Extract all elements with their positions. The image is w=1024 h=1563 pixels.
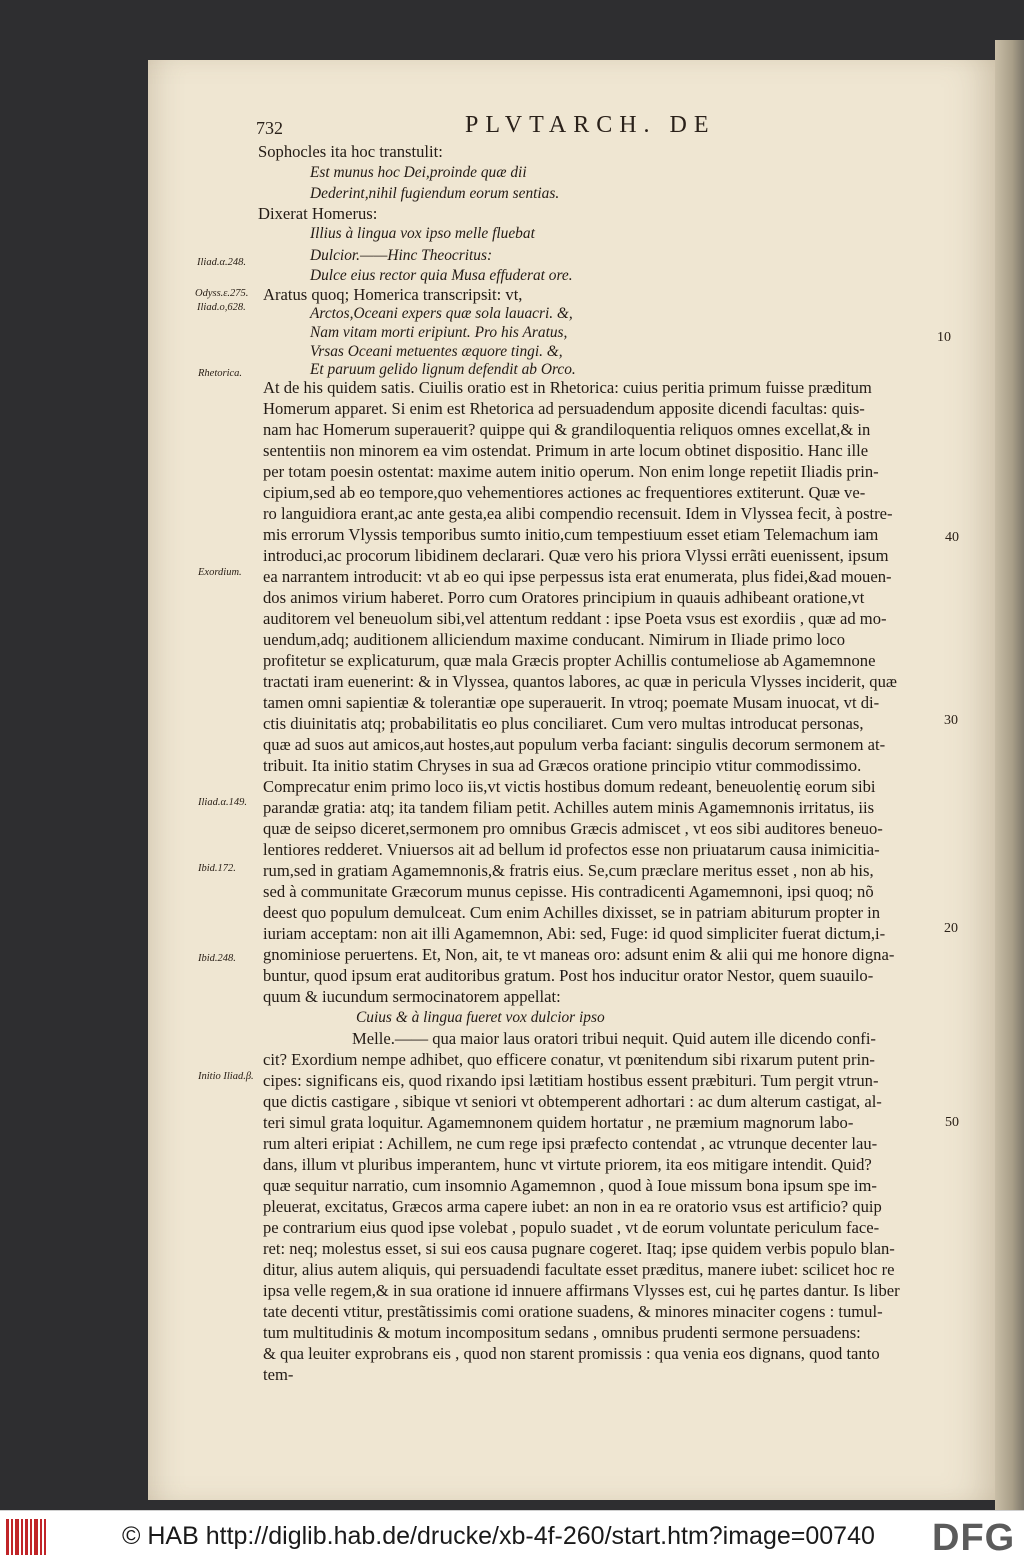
- line-number: 30: [944, 713, 958, 728]
- line-number: 40: [945, 530, 959, 545]
- text-line: rum alteri eripiat : Achillem, ne cum rege ipsi præfecto contendat , ac vtrunque decenter lau-: [263, 1134, 878, 1153]
- text-line: Arctos,Oceani expers quæ sola lauacri. &,: [310, 305, 573, 322]
- text-line: & qua leuiter exprobrans eis , quod non starent promissis : qua venia eos dignans, quod tanto: [263, 1344, 880, 1363]
- margin-note: Ibid.248.: [198, 953, 236, 964]
- text-line: Aratus quoq; Homerica transcripsit: vt,: [263, 285, 523, 304]
- text-line: teri simul grata loquitur. Agamemnonem quidem hortatur , ne præmium magnorum labo-: [263, 1113, 854, 1132]
- text-line: Homerum apparet. Si enim est Rhetorica ad persuadendum apposite dicendi facultas: quis-: [263, 399, 865, 418]
- barcode-icon: [6, 1519, 46, 1555]
- text-line: cit? Exordium nempe adhibet, quo efficere conatur, vt pœnitendum sibi rixarum putent prin-: [263, 1050, 875, 1069]
- margin-note: Iliad.α.149.: [198, 797, 247, 808]
- text-line: Est munus hoc Dei,proinde quæ dii: [310, 164, 527, 181]
- dfg-logo: DFG: [932, 1517, 1016, 1559]
- text-line: tractati iram euenerint: & in Vlyssea, quantos labores, ac quæ in pericula Vlysses inciderit, quæ: [263, 672, 897, 691]
- text-line: pe contrarium eius quod ipse volebat , populo suadet , vt de eorum voluntate periculum face-: [263, 1218, 880, 1237]
- text-line: ditur, alius autem aliquis, qui persuadendi facultate esset præditus, manere iubet: scilicet hoc re: [263, 1260, 895, 1279]
- text-line: Nam vitam morti eripiunt. Pro his Aratus,: [310, 324, 568, 341]
- text-line: Dixerat Homerus:: [258, 204, 378, 223]
- line-number: 20: [944, 921, 958, 936]
- text-line: nam hac Homerum superauerit? quippe qui & grandiloquentia reliquos omnes excellat,& in: [263, 420, 871, 439]
- text-line: tamen omni sapientiæ & tolerantiæ ope superauerit. In vtroq; poemate Musam inuocat, vt di-: [263, 693, 880, 712]
- viewer-footer: [0, 1510, 1024, 1563]
- text-line: profitetur se explicaturum, quæ mala Græcis propter Achillis contumeliose ab Agamemnone: [263, 651, 876, 670]
- text-line: per totam poesin ostentat: maxime autem initio operum. Non enim longe repetiit Iliadis prin-: [263, 462, 879, 481]
- text-line: parandæ gratia: atq; ita tandem filiam petit. Achilles autem minis Agamemnonis irritatus, iis: [263, 798, 875, 817]
- text-line: sententiis non minorem ea vim ostendat. Primum in arte locum obtinet dispositio. Hanc ille: [263, 441, 869, 460]
- text-line: quæ ad suos aut amicos,aut hostes,aut populum verba faciant: singulis decorum sermonem at-: [263, 735, 886, 754]
- text-line: uendum,adq; auditionem alliciendum maxime conducant. Nimirum in Iliade primo loco: [263, 630, 846, 649]
- text-line: que dictis castigare , sibique vt seniori vt obtemperent adhortari : ac dum alterum castigat, al-: [263, 1092, 882, 1111]
- text-line: Cuius & à lingua fueret vox dulcior ipso: [356, 1009, 605, 1026]
- running-head: PLVTARCH. DE: [465, 112, 716, 138]
- text-line: gnominiose peruertens. Et, Non, ait, te vt maneas oro: adsunt enim & alii qui me honore digna-: [263, 945, 895, 964]
- text-line: Dulcior.——Hinc Theocritus:: [310, 247, 493, 264]
- margin-note: Initio Iliad.β.: [198, 1071, 254, 1082]
- margin-note: Odyss.ε.275.: [195, 288, 249, 299]
- text-line: lentiores redderet. Vniuersos ait ad bellum id profectos esse non priuatarum causa inimicitia-: [263, 840, 880, 859]
- text-line: cipium,sed ab eo tempore,quo vehementiores actiones ac frequentiores extiterunt. Quæ ve-: [263, 483, 866, 502]
- text-line: Comprecatur enim primo loco iis,vt victis hostibus domum redeant, beneuolentię eorum sibi: [263, 777, 876, 796]
- text-line: mis errorum Vlyssis temporibus sumto initio,cum tempestiuum esset etiam Telemachum iam: [263, 525, 879, 544]
- margin-note: Rhetorica.: [198, 368, 243, 379]
- text-line: cipes: significans eis, quod rixando ipsi lætitiam hostibus essent præbituri. Tum pergit vtrun-: [263, 1071, 879, 1090]
- text-line: buntur, quod ipsum erat auditoribus gratum. Post hos inducitur orator Nestor, quem suauilo-: [263, 966, 874, 985]
- text-line: tribuit. Ita initio statim Chryses in sua ad Græcos oratione principio vtitur commodissimo.: [263, 756, 862, 775]
- text-line: Illius à lingua vox ipso melle fluebat: [310, 225, 535, 242]
- text-line: dans, illum vt pluribus imperantem, hunc vt virtute priorem, ita eos mitigare intendit. Quid?: [263, 1155, 872, 1174]
- text-line: Et paruum gelido lignum defendit ab Orco.: [310, 361, 576, 378]
- text-line: Dulce eius rector quia Musa effuderat ore.: [310, 267, 573, 284]
- text-line: Sophocles ita hoc transtulit:: [258, 142, 443, 161]
- text-line: ea narrantem introducit: vt ab eo qui ipse perpessus ista erat enumerata, plus fidei,&ad mouen-: [263, 567, 892, 586]
- line-number: 50: [945, 1115, 959, 1130]
- text-line: pleuerat, excitatus, Græcos arma capere iubet: an non in ea re oratorio vsus est artificio? quip: [263, 1197, 882, 1216]
- text-line: introduci,ac procorum libidinem declarari. Quæ vero his priora Vlyssi errãti euenissent, ipsum: [263, 546, 889, 565]
- text-line: Dederint,nihil fugiendum eorum sentias.: [310, 185, 560, 202]
- text-line: At de his quidem satis. Ciuilis oratio est in Rhetorica: cuius peritia primum fuisse præditum: [263, 378, 872, 397]
- text-line: dos animos virium haberet. Porro cum Oratores principium in quauis adhibeant oratione,vt: [263, 588, 865, 607]
- text-line: quum & iucundum sermocinatorem appellat:: [263, 987, 561, 1006]
- page-number: 732: [256, 118, 283, 138]
- text-line: sed à communitate Græcorum munus cepisse. His contradicenti Agamemnoni, ipsi quoq; nõ: [263, 882, 874, 901]
- text-line: tum multitudinis & motum incompositum sedans , omnibus prudenti sermone persuadens:: [263, 1323, 861, 1342]
- text-line: quæ de seipso diceret,sermonem pro omnibus Græcis admiscet , vt eos sibi auditores beneuo-: [263, 819, 883, 838]
- margin-note: Ibid.172.: [198, 863, 236, 874]
- text-line: ipsa velle regem,& in sua oratione id innuere affirmans Vlysses est, cui hę partes dantur. Is liber: [263, 1281, 900, 1300]
- text-line: iuriam acceptam: non ait illi Agamemnon, Abi: sed, Fuge: id quod simpliciter fuerat dictum,i-: [263, 924, 886, 943]
- text-line: rum,sed in gratiam Agamemnonis,& fratris eius. Se,cum præclare meritus esset , non ab his,: [263, 861, 874, 880]
- text-line: ctis diuinitatis atq; probabilitatis eo plus conciliaret. Cum vero multas introducat personas,: [263, 714, 864, 733]
- line-number: 10: [937, 330, 951, 345]
- margin-note: Iliad.α.248.: [197, 257, 246, 268]
- text-line: ret: neq; molestus esset, si sui eos causa pugnare cogeret. Itaq; ipse quidem verbis populo blan-: [263, 1239, 895, 1258]
- text-line: tem-: [263, 1365, 294, 1384]
- margin-note: Iliad.ο,628.: [197, 302, 246, 313]
- text-line: ro languidiora erant,ac ante gesta,ea alibi compendio recensuit. Idem in Vlyssea fecit, à postre-: [263, 504, 893, 523]
- text-line: Melle.—— qua maior laus oratori tribui nequit. Quid autem ille dicendo confi-: [352, 1029, 876, 1048]
- margin-note: Exordium.: [198, 567, 242, 578]
- text-line: deest quo populum demulceat. Cum enim Achilles dixisset, se in patriam abiturum propter in: [263, 903, 881, 922]
- text-line: auditorem vel beneuolum sibi,vel attentum reddant : ipse Poeta vsus est exordiis , quæ ad mo-: [263, 609, 887, 628]
- text-line: Vrsas Oceani metuentes æquore tingi. &,: [310, 343, 563, 360]
- text-line: tate decenti vtitur, prestãtissimis comi oratione suadens, & minores minaciter cogens : tumul-: [263, 1302, 883, 1321]
- source-credit-link[interactable]: © HAB http://diglib.hab.de/drucke/xb-4f-260/start.htm?image=00740: [122, 1522, 875, 1550]
- text-line: quæ sequitur narratio, cum insomnio Agamemnon , quod à Ioue missum bona ipsum spe im-: [263, 1176, 877, 1195]
